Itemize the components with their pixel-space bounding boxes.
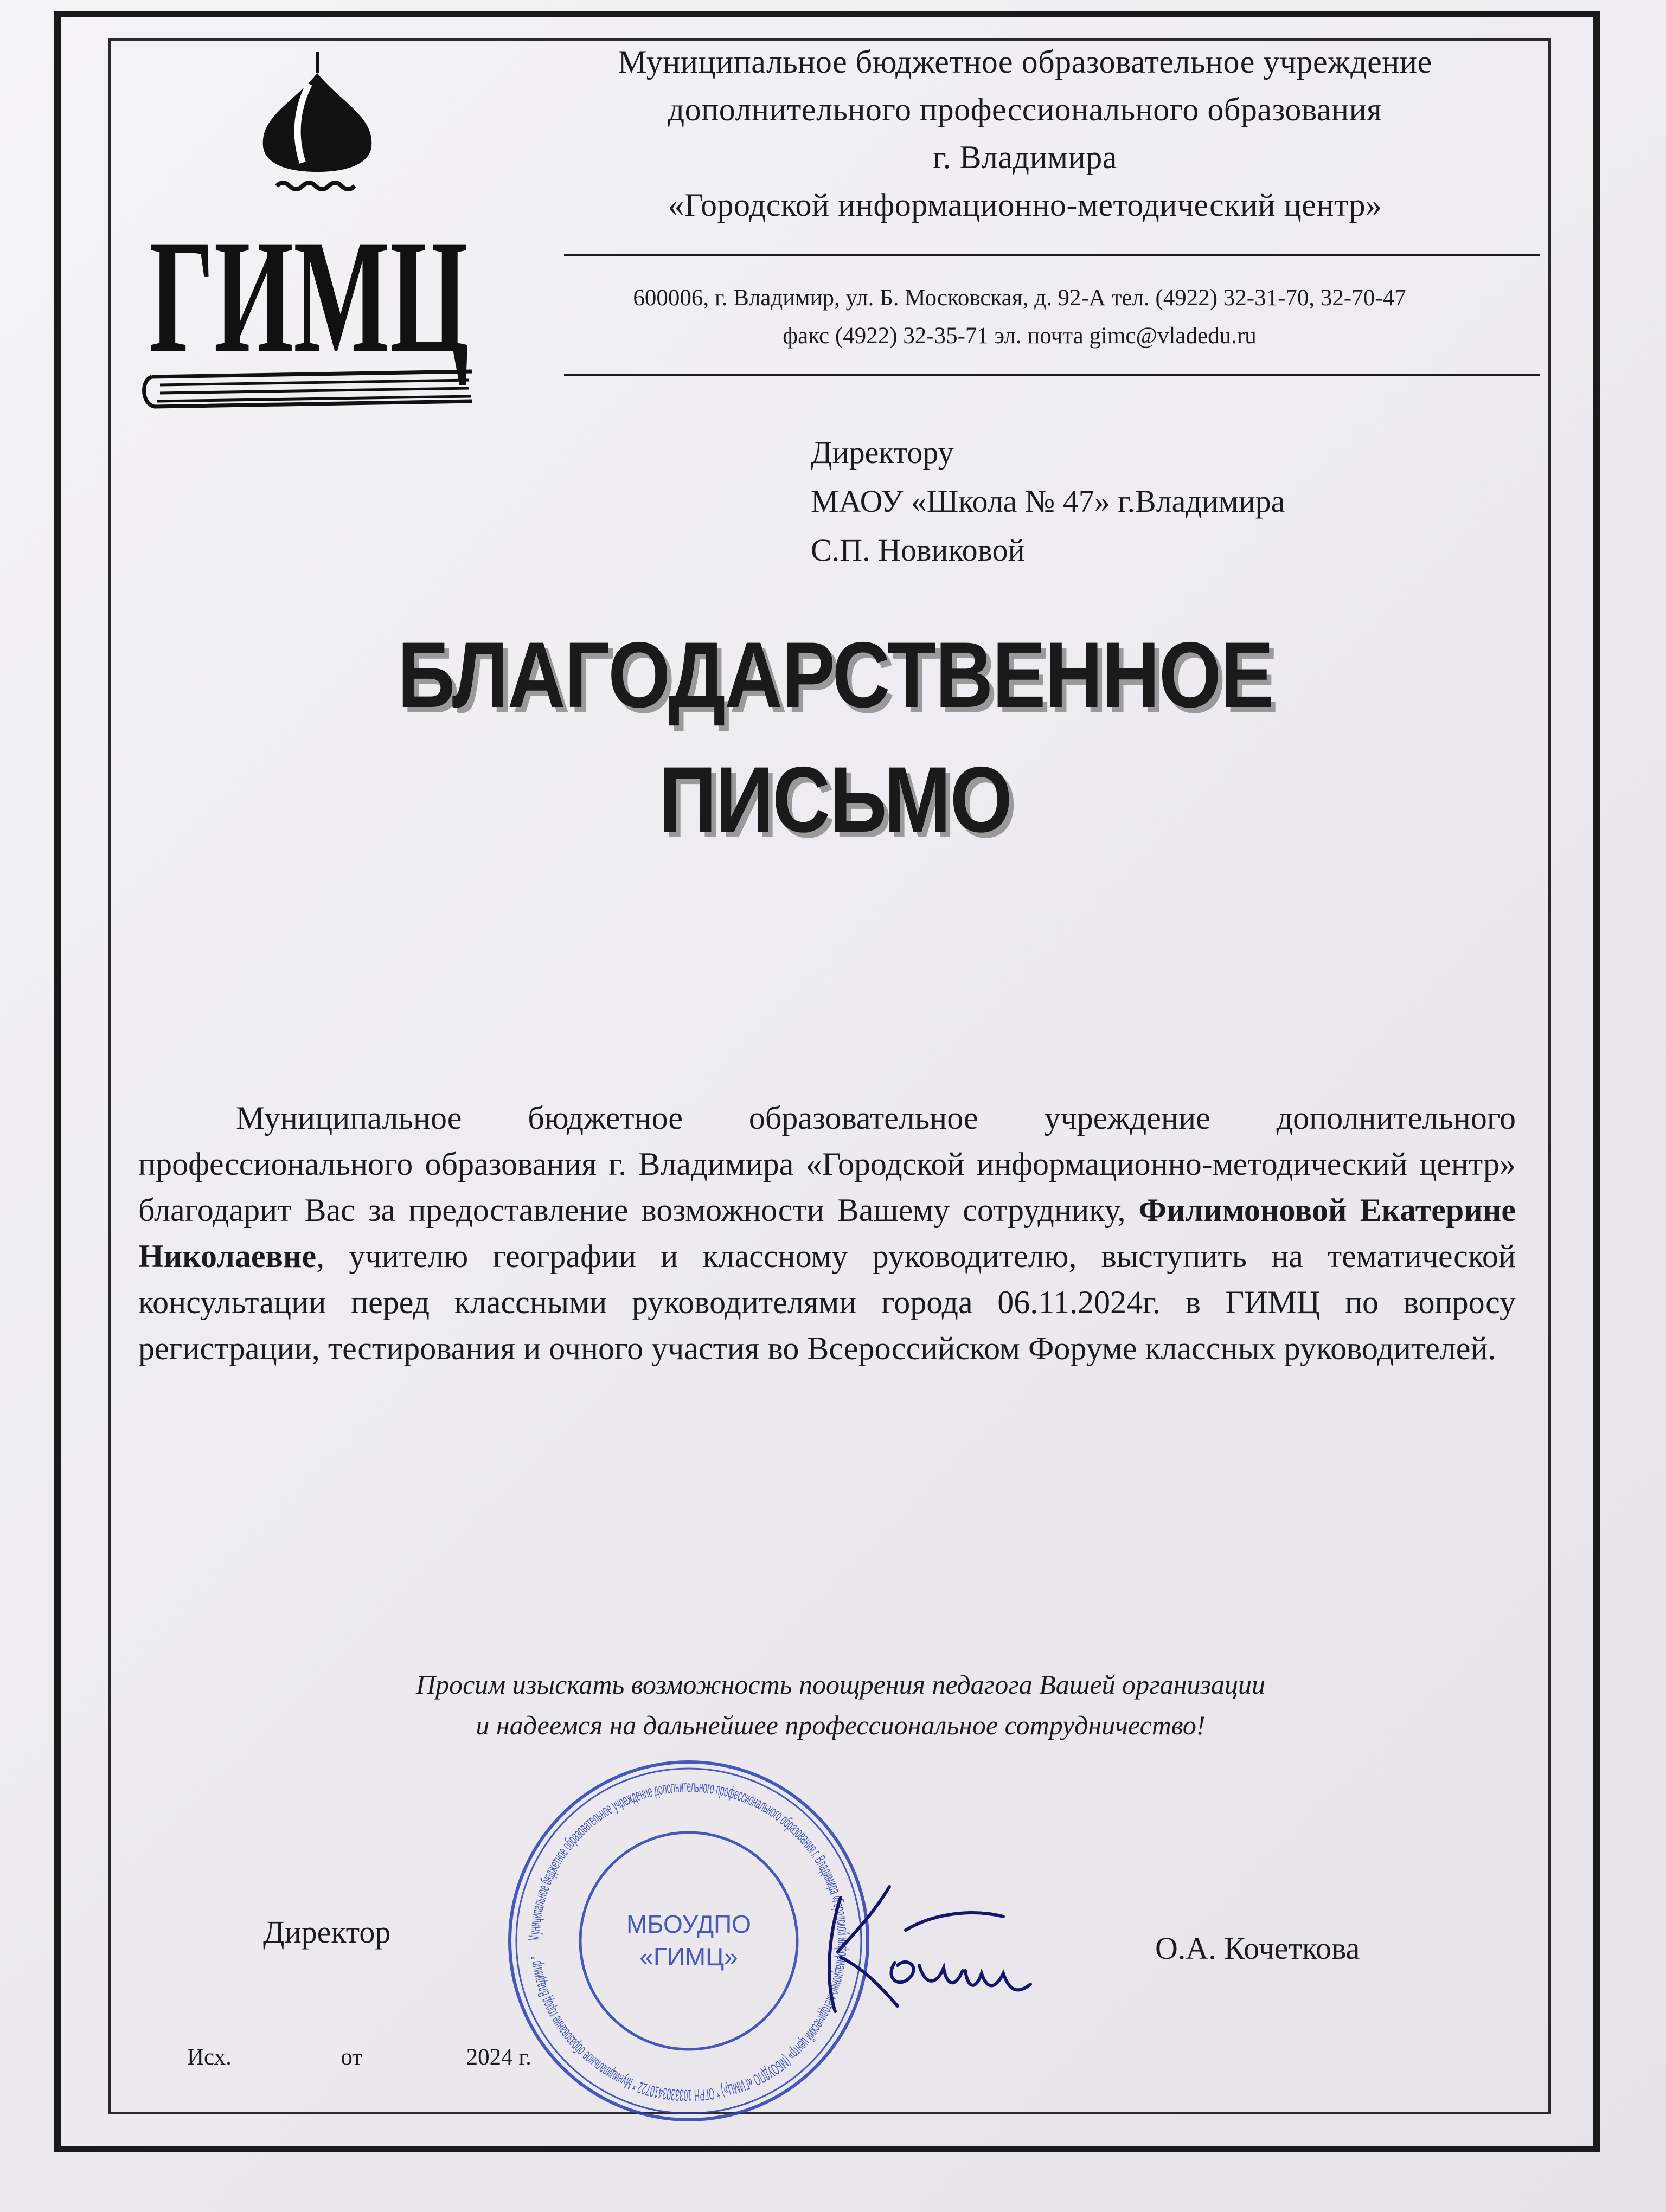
contact-line: факс (4922) 32-35-71 эл. почта gimc@vladedu.ru [783,323,1257,349]
closing-line: Просим изыскать возможность поощрения педагога Вашей организации [416,1669,1265,1700]
organization-contacts [542,279,1497,355]
recipient-line: МАОУ «Школа № 47» г.Владимира [811,484,1285,519]
title-line: ПИСЬМО [658,748,1012,852]
signer-name: О.А. Кочеткова [1155,1931,1360,1966]
recipient-line: С.П. Новиковой [811,532,1025,568]
employee-name: Филимоновой Екатерине Николаевне [138,1192,1516,1274]
stamp-ring-text: Муниципальное бюджетное образовательное учреждение дополнительного профессионального образования г. Владимира «Городской информационно-методический центр» (МБОУДПО «ГИМЦ») * ОГРН 1033303410722 * Муниципальное образование город Владимир * [525,1777,853,2105]
header-divider [564,374,1540,376]
handwritten-signature [808,1854,1036,2033]
title-line: БЛАГОДАРСТВЕННОЕ [397,623,1273,727]
contact-line: 600006, г. Владимир, ул. Б. Московская, д. 92-А тел. (4922) 32-31-70, 32-70-47 [633,285,1406,311]
svg-text:Муниципальное бюджетное образо [526,1778,852,2104]
dome-icon [263,52,372,189]
organization-name [515,38,1535,229]
body-text: , учителю географии и классному руководителю, выступить на тематической консультации перед классными руководителями города 06.11.2024г. в ГИМЦ по вопросу регистрации, тестирования и очного участия во Всероссийском Форуме классных руководителей. [138,1238,1516,1366]
outgoing-ref-label: Исх. [187,2044,232,2070]
stamp-center-text: МБОУДПО [626,1910,751,1938]
closing-line: и надеемся на дальнейшее профессиональное сотрудничество! [476,1710,1206,1740]
header-divider [564,254,1540,256]
org-line: Муниципальное бюджетное образовательное учреждение [618,44,1432,80]
recipient-block [811,428,1285,575]
logo-text: ГИМЦ [149,206,469,386]
recipient-line: Директору [811,435,954,470]
stamp-center-text: «ГИМЦ» [639,1943,738,1971]
closing-text [217,1664,1464,1746]
org-line: г. Владимира [933,139,1117,175]
outgoing-date-label: от [341,2044,363,2070]
letter-body [138,1095,1516,1372]
org-line: «Городской информационно-методический центр» [668,187,1382,223]
outgoing-year: 2024 г. [466,2044,531,2070]
outgoing-reference [187,2044,531,2070]
signer-position: Директор [263,1914,391,1950]
body-text: Муниципальное бюджетное образовательное учреждение дополнительного профессионального образования г. Владимира «Городской информационно-методический центр» благодарит Вас за предоставление возможности Вашему сотруднику, [138,1100,1516,1228]
letter-title [257,613,1414,862]
gimc-logo [130,52,488,420]
org-line: дополнительного профессионального образования [668,92,1382,127]
